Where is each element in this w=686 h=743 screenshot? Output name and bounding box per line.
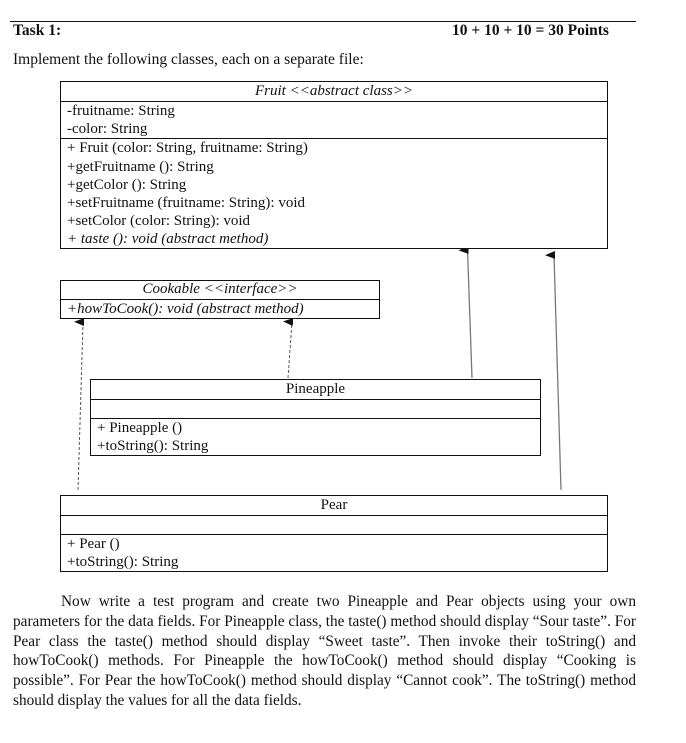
pineapple-method: +toString(): String — [97, 438, 209, 454]
cookable-method: +howToCook(): void (abstract method) — [67, 301, 304, 317]
points-label: 10 + 10 + 10 = 30 Points — [452, 22, 609, 39]
fruit-method: + Fruit (color: String, fruitname: String) — [67, 140, 308, 156]
fruit-method: +getFruitname (): String — [67, 158, 214, 175]
fruit-method: +setColor (color: String): void — [67, 212, 251, 229]
pineapple-attributes-divider — [91, 399, 540, 400]
fruit-attribute: -color: String — [67, 121, 148, 137]
pear-class-box — [60, 495, 608, 572]
instructions-paragraph — [13, 592, 636, 711]
instructions-text: Now write a test program and create two Pineapple and Pear objects using your own parameters for the data fields. For Pineapple class, the taste() method should display “Sour taste”. For Pear class the taste() method should display “Sweet taste”. Then invoke their toString() and howToCook() methods. For Pineapple the howToCook() method should display “Cooking is possible”. For Pear the howToCook() method should display “Cannot cook”. The toString() method should display the values for all the data fields. — [13, 593, 636, 709]
pineapple-method: + Pineapple () — [97, 420, 183, 436]
fruit-method: +getColor (): String — [67, 176, 187, 193]
pineapple-class-box — [90, 379, 541, 456]
pear-class-title: Pear — [320, 497, 348, 513]
cookable-interface-box — [60, 280, 380, 319]
realization-arrow-pineapple-cookable — [288, 322, 292, 378]
fruit-class-title: Fruit <<abstract class>> — [255, 83, 413, 99]
fruit-abstract-method: + taste (): void (abstract method) — [67, 230, 269, 247]
fruit-method: +setFruitname (fruitname: String): void — [67, 194, 306, 211]
cookable-interface-title: Cookable <<interface>> — [142, 281, 298, 297]
fruit-attribute: -fruitname: String — [67, 103, 175, 119]
inheritance-arrow-pear-fruit — [554, 255, 561, 490]
pear-attributes-divider — [61, 515, 607, 516]
fruit-class-box — [60, 81, 608, 249]
pineapple-class-title: Pineapple — [285, 381, 346, 397]
intro-text: Implement the following classes, each on a separate file: — [13, 51, 364, 68]
pear-method: + Pear () — [67, 536, 120, 552]
inheritance-arrow-pineapple-fruit — [468, 250, 473, 378]
realization-arrow-pear-cookable — [78, 322, 83, 490]
pear-method: +toString(): String — [67, 554, 179, 570]
pear-methods-divider — [61, 534, 607, 535]
task-title: Task 1: — [13, 22, 62, 39]
